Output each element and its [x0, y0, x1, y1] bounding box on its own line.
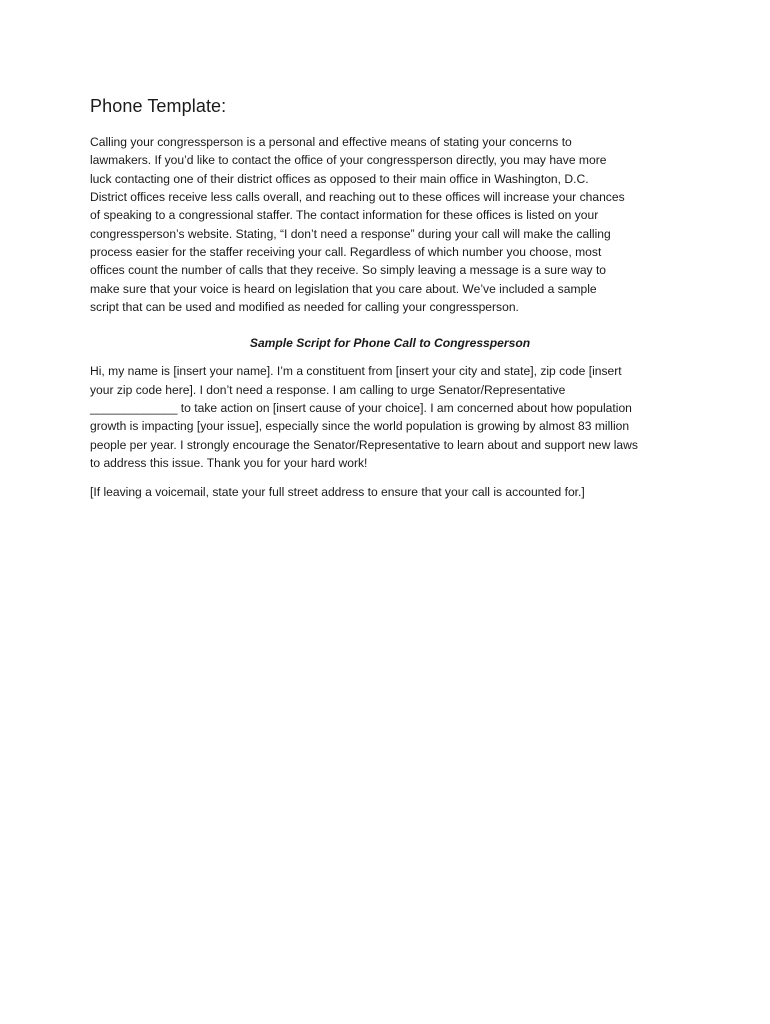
script-line: people per year. I strongly encourage the Senator/Representative to learn about and support new laws: [90, 437, 638, 452]
intro-line: make sure that your voice is heard on legislation that you care about. We’ve included a sample: [90, 281, 597, 296]
voicemail-note: [If leaving a voicemail, state your full street address to ensure that your call is accounted for.]: [90, 484, 585, 499]
page-title: Phone Template:: [90, 96, 227, 116]
script-heading: Sample Script for Phone Call to Congressperson: [249, 336, 531, 351]
intro-line: luck contacting one of their district offices as opposed to their main office in Washington, D.C.: [90, 171, 589, 186]
script-line: to address this issue. Thank you for your hard work!: [90, 456, 368, 471]
intro-line: offices count the number of calls that they receive. So simply leaving a message is a sure way to: [90, 263, 607, 278]
intro-line: District offices receive less calls overall, and reaching out to these offices will increase your chances: [90, 190, 625, 205]
script-line: growth is impacting [your issue], especially since the world population is growing by almost 83 million: [90, 419, 630, 434]
script-line: your zip code here]. I don’t need a response. I am calling to urge Senator/Representative: [90, 382, 566, 397]
script-line: Hi, my name is [insert your name]. I’m a constituent from [insert your city and state], zip code [insert: [90, 364, 622, 379]
sample-script-paragraph: [90, 362, 690, 472]
intro-line: Calling your congressperson is a personal and effective means of stating your concerns to: [90, 135, 572, 149]
intro-line: script that can be used and modified as needed for calling your congressperson.: [90, 300, 519, 315]
intro-paragraph: [90, 133, 690, 316]
intro-line: congressperson’s website. Stating, “I don’t need a response” during your call will make the calling: [90, 226, 611, 241]
script-line: _____________ to take action on [insert cause of your choice]. I am concerned about how population: [90, 401, 632, 416]
intro-line: lawmakers. If you’d like to contact the office of your congressperson directly, you may have more: [90, 153, 607, 168]
intro-line: of speaking to a congressional staffer. The contact information for these offices is listed on your: [90, 208, 599, 223]
intro-line: process easier for the staffer receiving your call. Regardless of which number you choose, most: [90, 245, 602, 260]
document-body: [90, 93, 690, 501]
